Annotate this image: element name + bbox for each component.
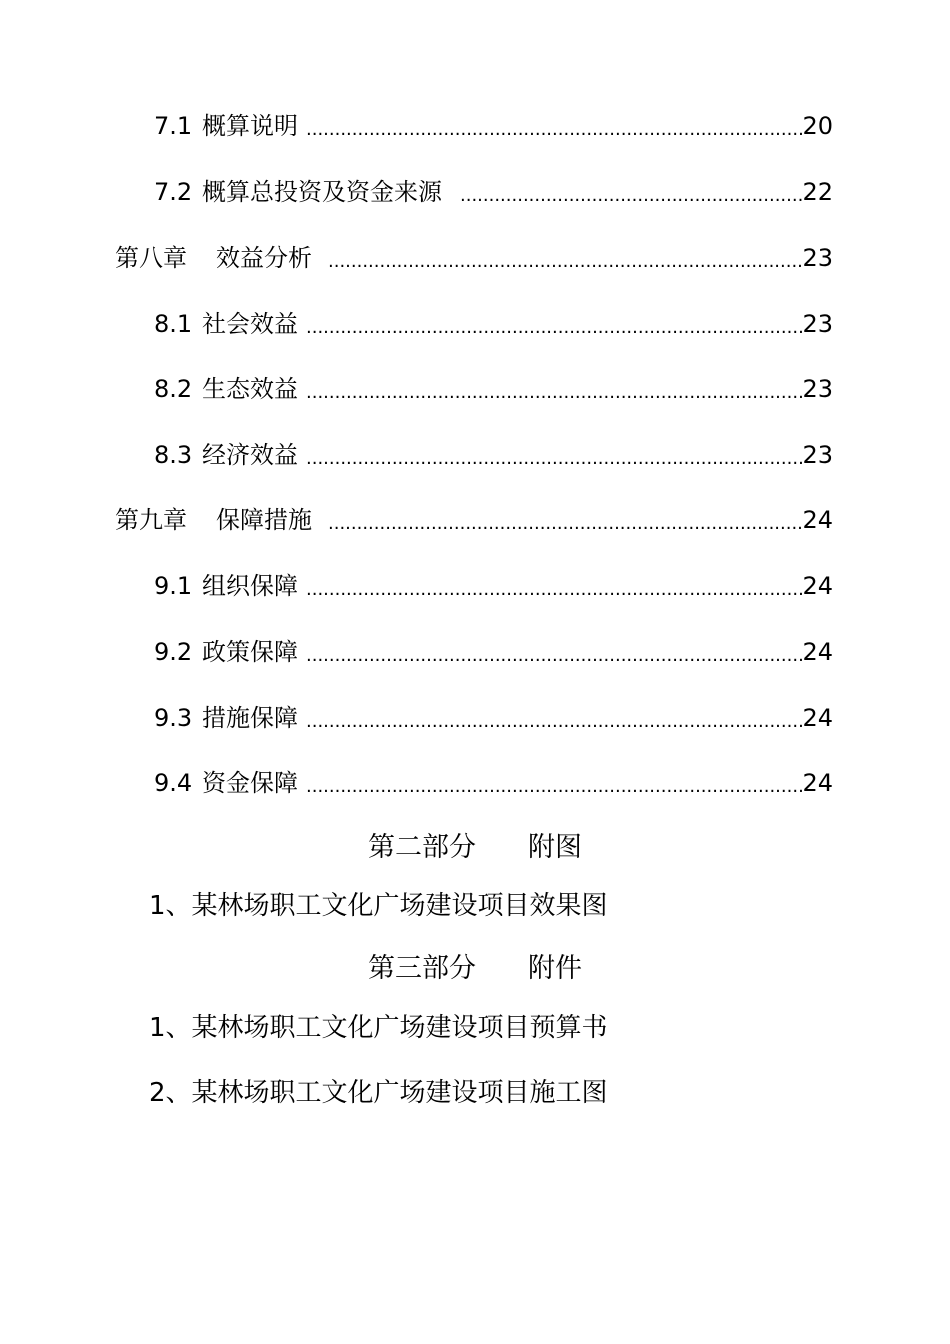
toc-leader-dots <box>328 238 804 278</box>
toc-entry[interactable] <box>0 435 950 475</box>
part-number: 第三部分 <box>368 953 476 984</box>
toc-entry-title: 组织保障 <box>202 572 298 600</box>
toc-entry[interactable] <box>0 172 950 212</box>
toc-entry-number: 9.2 <box>154 638 193 666</box>
figure-list-item[interactable]: 1、某林场职工文化广场建设项目效果图 <box>149 891 608 921</box>
part-label: 附图 <box>528 832 582 863</box>
toc-entry-title: 生态效益 <box>202 375 298 403</box>
toc-entry-page: 24 <box>802 769 833 797</box>
toc-entry-number: 9.1 <box>154 572 193 600</box>
toc-entry[interactable] <box>0 106 950 146</box>
toc-entry[interactable] <box>0 566 950 606</box>
toc-entry-title: 保障措施 <box>216 506 312 534</box>
toc-leader-dots <box>328 500 804 540</box>
toc-entry-number: 8.1 <box>154 310 193 338</box>
toc-entry[interactable] <box>0 763 950 803</box>
toc-entry-title: 措施保障 <box>202 704 298 732</box>
toc-leader-dots <box>306 763 804 803</box>
toc-entry-page: 23 <box>802 375 833 403</box>
toc-leader-dots <box>306 106 804 146</box>
toc-leader-dots <box>306 698 804 738</box>
toc-entry-page: 24 <box>802 506 833 534</box>
toc-entry-number: 8.3 <box>154 441 193 469</box>
attachment-list-item[interactable]: 2、某林场职工文化广场建设项目施工图 <box>149 1078 608 1108</box>
toc-entry[interactable] <box>0 632 950 672</box>
part-number: 第二部分 <box>368 832 476 863</box>
toc-entry-page: 24 <box>802 572 833 600</box>
toc-entry-number: 7.2 <box>154 178 193 206</box>
part-label: 附件 <box>528 953 582 984</box>
attachment-list-item[interactable]: 1、某林场职工文化广场建设项目预算书 <box>149 1013 608 1043</box>
toc-entry-page: 23 <box>802 244 833 272</box>
toc-entry-page: 20 <box>802 112 833 140</box>
toc-leader-dots <box>306 304 804 344</box>
toc-entry[interactable] <box>0 369 950 409</box>
toc-entry-number: 7.1 <box>154 112 193 140</box>
toc-entry-title: 社会效益 <box>202 310 298 338</box>
toc-chapter-entry[interactable] <box>0 238 950 278</box>
toc-entry-title: 经济效益 <box>202 441 298 469</box>
toc-leader-dots <box>306 369 804 409</box>
toc-entry-number: 9.3 <box>154 704 193 732</box>
toc-entry-title: 概算总投资及资金来源 <box>202 178 442 206</box>
toc-entry-page: 23 <box>802 441 833 469</box>
toc-chapter-entry[interactable] <box>0 500 950 540</box>
toc-entry-title: 资金保障 <box>202 769 298 797</box>
toc-entry-number: 8.2 <box>154 375 193 403</box>
toc-entry-page: 24 <box>802 638 833 666</box>
toc-entry[interactable] <box>0 698 950 738</box>
toc-leader-dots <box>460 172 804 212</box>
toc-entry-title: 效益分析 <box>216 244 312 272</box>
toc-entry[interactable] <box>0 304 950 344</box>
toc-leader-dots <box>306 566 804 606</box>
toc-entry-page: 23 <box>802 310 833 338</box>
toc-leader-dots <box>306 632 804 672</box>
toc-entry-number: 第八章 <box>115 244 187 272</box>
toc-entry-title: 概算说明 <box>202 112 298 140</box>
toc-entry-title: 政策保障 <box>202 638 298 666</box>
toc-entry-number: 9.4 <box>154 769 193 797</box>
toc-leader-dots <box>306 435 804 475</box>
toc-entry-page: 22 <box>802 178 833 206</box>
toc-entry-number: 第九章 <box>115 506 187 534</box>
toc-entry-page: 24 <box>802 704 833 732</box>
